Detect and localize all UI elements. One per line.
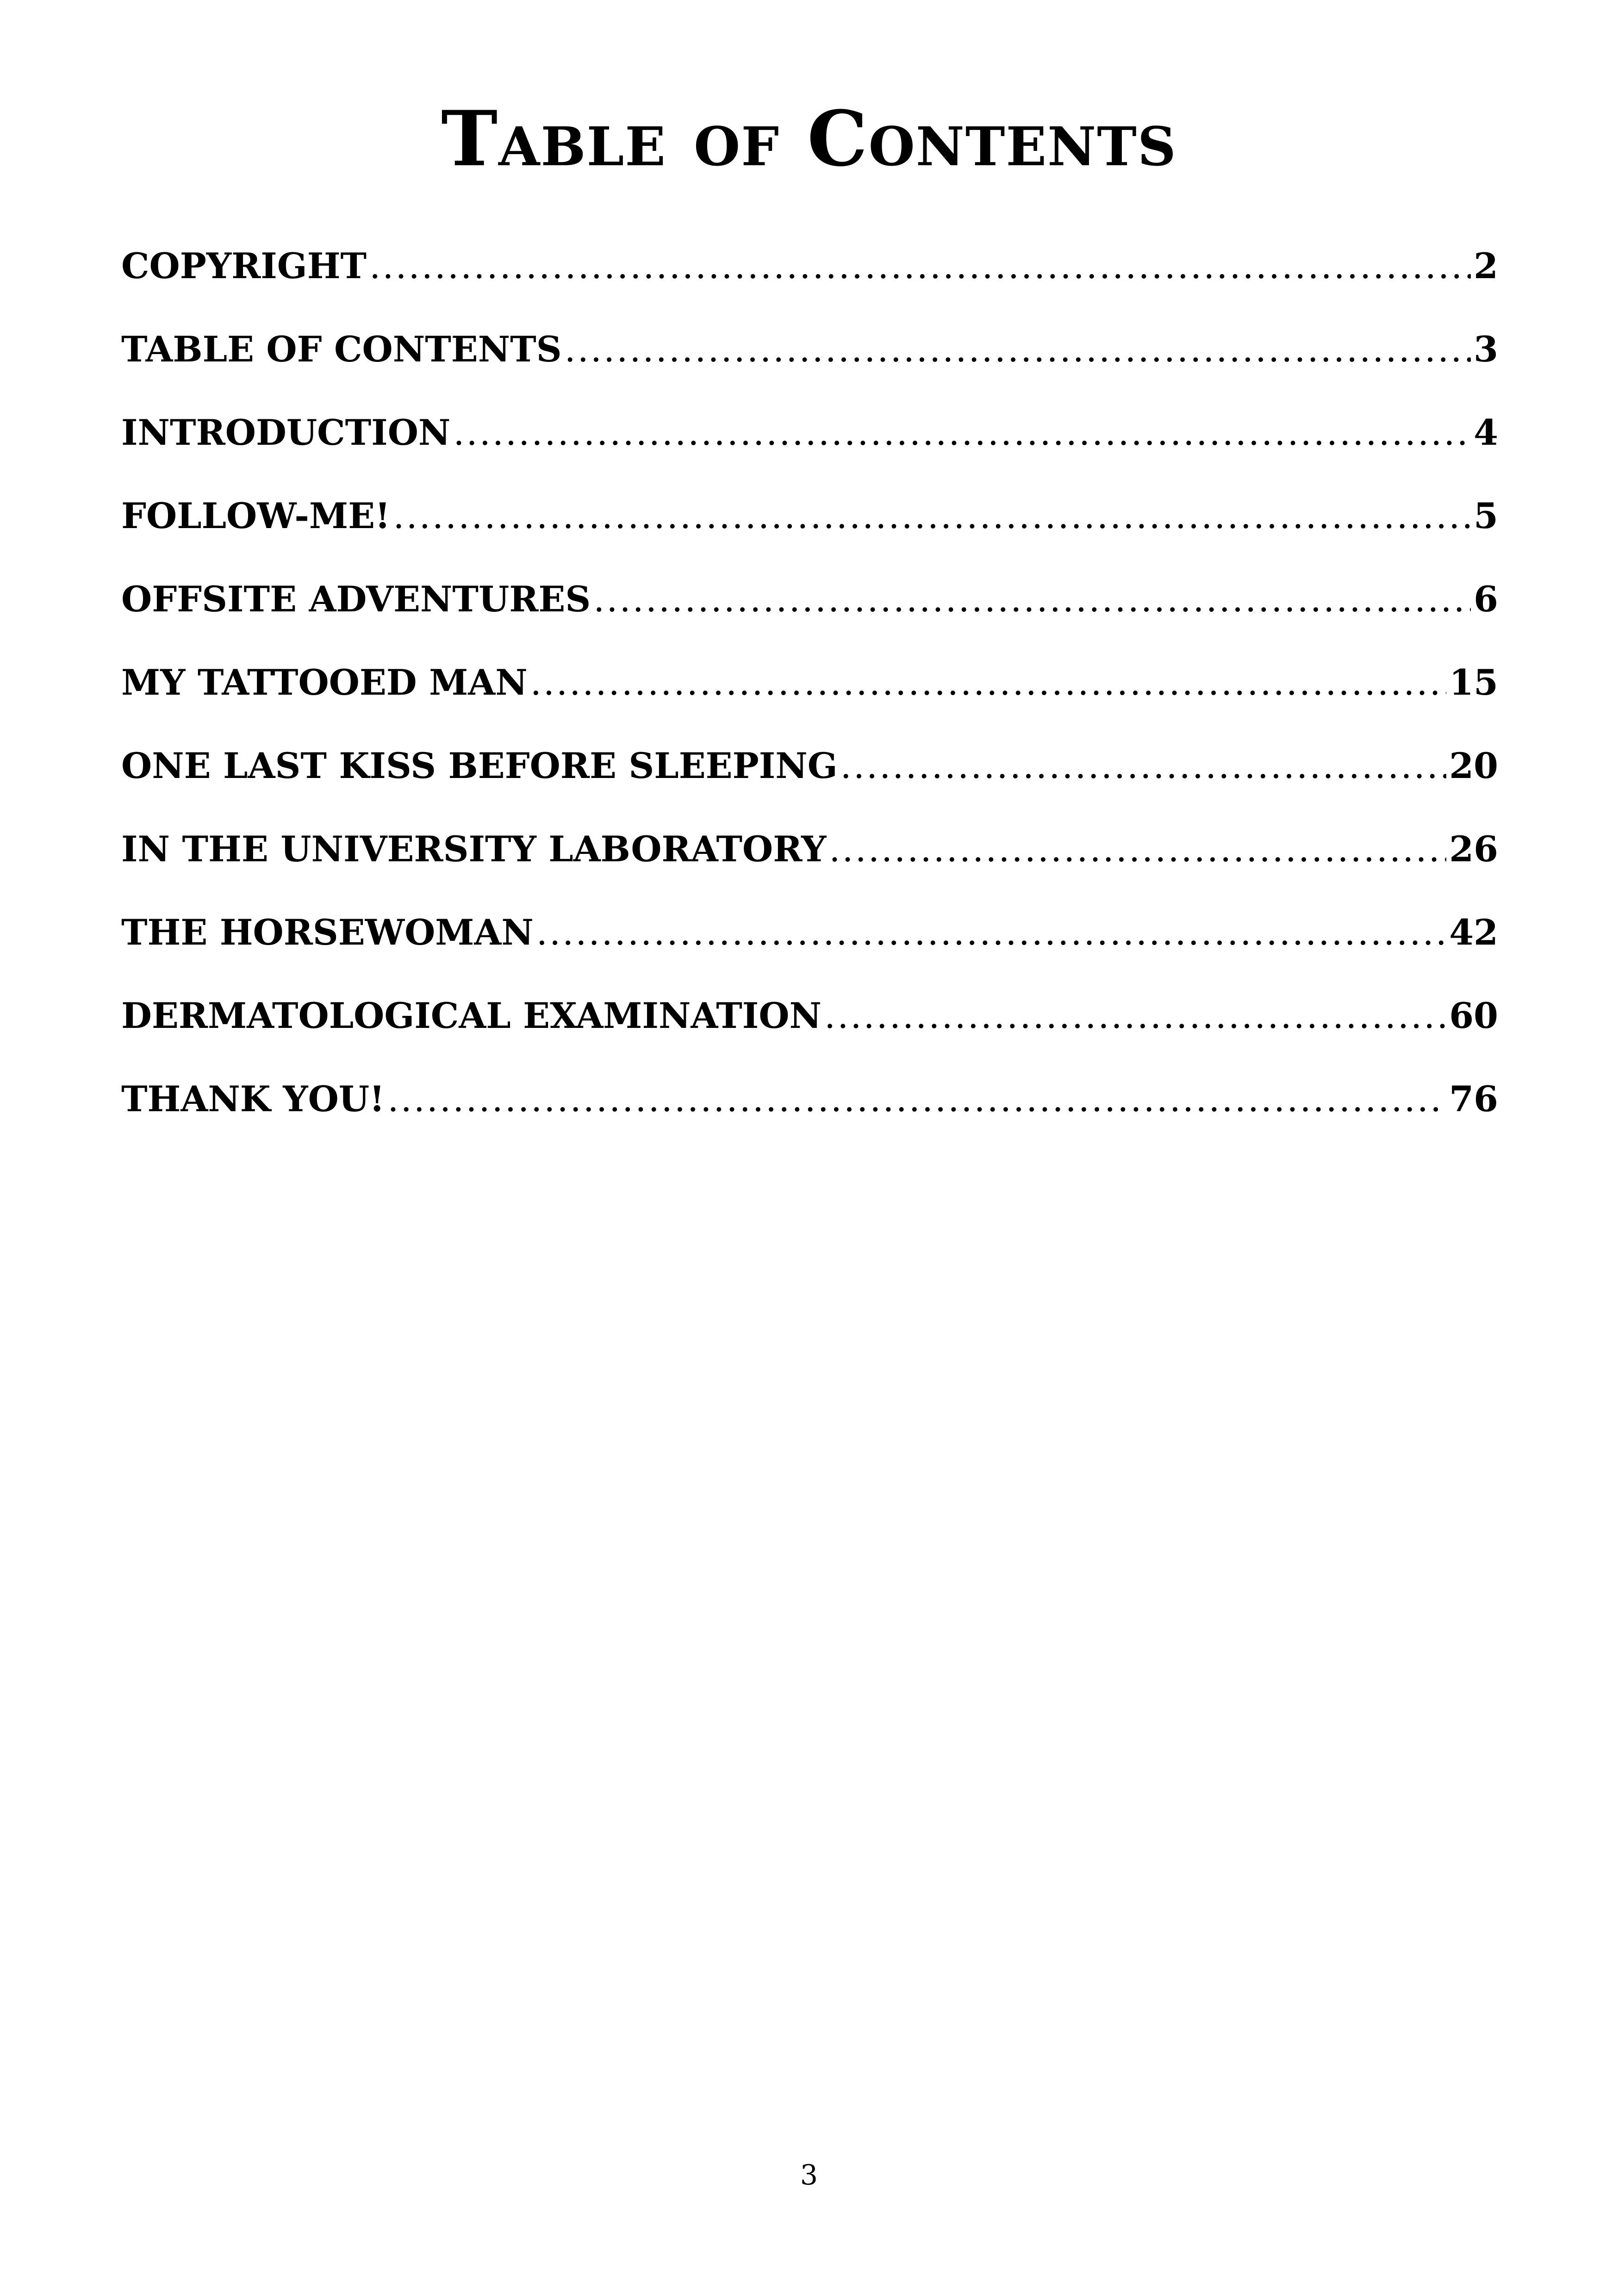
page-title: Table of Contents: [441, 94, 1177, 183]
toc-entry-label: COPYRIGHT: [121, 245, 367, 286]
toc-entry-page: 60: [1449, 995, 1498, 1036]
toc-entry-label: TABLE OF CONTENTS: [121, 329, 562, 370]
toc-entry-label: FOLLOW-ME!: [121, 495, 391, 536]
toc-entry-page: 3: [1474, 329, 1498, 370]
dot-leader: [393, 491, 1471, 541]
toc-entry-page: 4: [1474, 412, 1498, 453]
toc-entry-page: 6: [1474, 579, 1498, 620]
toc-entry-dermatological-examination[interactable]: [121, 990, 1498, 1074]
dot-leader: [536, 907, 1446, 958]
toc-entry-page: 76: [1449, 1078, 1498, 1120]
page-number: 3: [800, 2159, 818, 2191]
table-of-contents: [121, 241, 1498, 1157]
toc-entry-label: MY TATTOOED MAN: [121, 662, 528, 703]
toc-entry-university-laboratory[interactable]: [121, 824, 1498, 907]
toc-entry-follow-me[interactable]: [121, 491, 1498, 574]
toc-entry-page: 26: [1449, 828, 1498, 870]
toc-entry-label: OFFSITE ADVENTURES: [121, 579, 591, 620]
toc-entry-page: 42: [1449, 912, 1498, 953]
toc-entry-label: ONE LAST KISS BEFORE SLEEPING: [121, 745, 838, 786]
toc-entry-label: INTRODUCTION: [121, 412, 451, 453]
toc-entry-table-of-contents[interactable]: [121, 324, 1498, 407]
toc-entry-offsite-adventures[interactable]: [121, 574, 1498, 657]
dot-leader: [369, 241, 1471, 292]
toc-entry-label: IN THE UNIVERSITY LABORATORY: [121, 828, 827, 870]
dot-leader: [387, 1074, 1446, 1125]
toc-entry-page: 15: [1449, 662, 1498, 703]
dot-leader: [565, 324, 1471, 375]
dot-leader: [840, 740, 1447, 791]
toc-entry-label: THANK YOU!: [121, 1078, 385, 1120]
toc-entry-page: 5: [1474, 495, 1498, 536]
toc-entry-copyright[interactable]: [121, 241, 1498, 324]
toc-entry-one-last-kiss[interactable]: [121, 740, 1498, 824]
toc-entry-label: DERMATOLOGICAL EXAMINATION: [121, 995, 822, 1036]
toc-entry-page: 2: [1474, 245, 1498, 286]
toc-entry-introduction[interactable]: [121, 407, 1498, 491]
dot-leader: [824, 990, 1446, 1041]
toc-entry-my-tattooed-man[interactable]: [121, 657, 1498, 740]
toc-entry-thank-you[interactable]: [121, 1074, 1498, 1157]
toc-entry-label: THE HORSEWOMAN: [121, 912, 534, 953]
toc-entry-the-horsewoman[interactable]: [121, 907, 1498, 990]
dot-leader: [453, 407, 1471, 458]
dot-leader: [593, 574, 1471, 625]
toc-entry-page: 20: [1449, 745, 1498, 786]
dot-leader: [829, 824, 1446, 875]
dot-leader: [530, 657, 1447, 708]
